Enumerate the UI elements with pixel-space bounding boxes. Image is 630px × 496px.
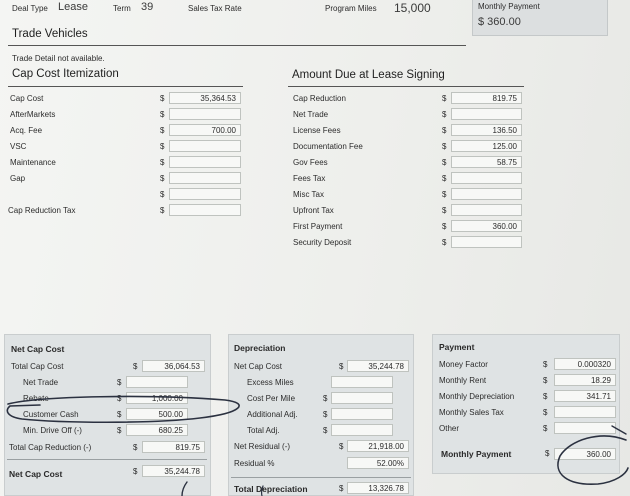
monthly-rent-label: Monthly Rent xyxy=(439,376,487,385)
monthly-sales-tax-label: Monthly Sales Tax xyxy=(439,408,504,417)
dollar-sign: $ xyxy=(442,110,447,119)
first-payment-label: First Payment xyxy=(293,222,343,231)
monthly-payment-summary-box xyxy=(472,0,608,36)
blank-field[interactable] xyxy=(169,188,241,200)
residual-percent-field[interactable]: 52.00% xyxy=(347,457,409,469)
dollar-sign: $ xyxy=(442,142,447,151)
deal-type-value: Lease xyxy=(58,1,88,13)
customer-cash-field[interactable]: 500.00 xyxy=(126,408,188,420)
net-trade-label: Net Trade xyxy=(293,110,329,119)
depreciation-title: Depreciation xyxy=(234,343,286,353)
program-miles-label: Program Miles xyxy=(325,4,377,13)
customer-cash-label: Customer Cash xyxy=(23,410,79,419)
dollar-sign: $ xyxy=(442,222,447,231)
upfront-tax-field[interactable] xyxy=(451,204,522,216)
monthly-depreciation-label: Monthly Depreciation xyxy=(439,392,515,401)
net-trade-field[interactable] xyxy=(126,376,188,388)
gap-label: Gap xyxy=(10,174,26,183)
total-cap-cost-label: Total Cap Cost xyxy=(11,362,64,371)
documentation-fee-label: Documentation Fee xyxy=(293,142,363,151)
total-cap-reduction-label: Total Cap Reduction (-) xyxy=(9,443,92,452)
acq-fee-label: Acq. Fee xyxy=(10,126,43,135)
min-drive-off-field[interactable]: 680.25 xyxy=(126,424,188,436)
acq-fee-field[interactable]: 700.00 xyxy=(169,124,241,136)
dep-net-cap-cost-field[interactable]: 35,244.78 xyxy=(347,360,409,372)
dollar-sign: $ xyxy=(442,174,447,183)
trade-vehicles-rule xyxy=(8,45,466,46)
dollar-sign: $ xyxy=(543,424,548,433)
other-label: Other xyxy=(439,424,460,433)
dollar-sign: $ xyxy=(442,206,447,215)
dollar-sign: $ xyxy=(160,94,165,103)
term-label: Term xyxy=(113,4,131,13)
dollar-sign: $ xyxy=(545,449,550,458)
trade-vehicles-title: Trade Vehicles xyxy=(12,28,88,40)
total-adj-label: Total Adj. xyxy=(247,426,280,435)
dollar-sign: $ xyxy=(543,408,548,417)
security-deposit-label: Security Deposit xyxy=(293,238,352,247)
dollar-sign: $ xyxy=(160,158,165,167)
dollar-sign: $ xyxy=(160,206,165,215)
net-cap-cost-divider xyxy=(7,459,207,460)
sales-tax-rate-label: Sales Tax Rate xyxy=(188,4,242,13)
gap-field[interactable] xyxy=(169,172,241,184)
dollar-sign: $ xyxy=(133,443,138,452)
dollar-sign: $ xyxy=(442,238,447,247)
amount-due-title: Amount Due at Lease Signing xyxy=(292,69,445,81)
documentation-fee-field[interactable]: 125.00 xyxy=(451,140,522,152)
total-adj-field[interactable] xyxy=(331,424,393,436)
dollar-sign: $ xyxy=(339,442,344,451)
vsc-label: VSC xyxy=(10,142,27,151)
net-cap-cost-total-label: Net Cap Cost xyxy=(9,469,63,479)
cap-cost-rule xyxy=(8,86,243,87)
misc-tax-field[interactable] xyxy=(451,188,522,200)
additional-adj-field[interactable] xyxy=(331,408,393,420)
dollar-sign: $ xyxy=(442,126,447,135)
excess-miles-label: Excess Miles xyxy=(247,378,294,387)
aftermarkets-field[interactable] xyxy=(169,108,241,120)
dollar-sign: $ xyxy=(160,142,165,151)
gov-fees-label: Gov Fees xyxy=(293,158,328,167)
money-factor-field[interactable]: 0.000320 xyxy=(554,358,616,370)
cap-cost-itemization-title: Cap Cost Itemization xyxy=(12,68,119,80)
dollar-sign: $ xyxy=(339,362,344,371)
payment-title: Payment xyxy=(439,342,475,352)
dollar-sign: $ xyxy=(543,376,548,385)
amount-due-rule xyxy=(288,86,524,87)
dollar-sign: $ xyxy=(323,394,328,403)
payment-panel xyxy=(432,334,620,474)
dollar-sign: $ xyxy=(160,174,165,183)
dollar-sign: $ xyxy=(543,360,548,369)
depreciation-panel xyxy=(228,334,414,496)
cap-cost-field[interactable]: 35,364.53 xyxy=(169,92,241,104)
maintenance-field[interactable] xyxy=(169,156,241,168)
excess-miles-field[interactable] xyxy=(331,376,393,388)
monthly-payment-field[interactable]: 360.00 xyxy=(554,448,616,460)
net-cap-cost-total-field[interactable]: 35,244.78 xyxy=(142,465,205,477)
cap-reduction-field[interactable]: 819.75 xyxy=(451,92,522,104)
dollar-sign: $ xyxy=(133,362,138,371)
vsc-field[interactable] xyxy=(169,140,241,152)
cap-reduction-label: Cap Reduction xyxy=(293,94,346,103)
cost-per-mile-field[interactable] xyxy=(331,392,393,404)
gov-fees-field[interactable]: 58.75 xyxy=(451,156,522,168)
net-cap-cost-title: Net Cap Cost xyxy=(11,344,65,354)
fees-tax-label: Fees Tax xyxy=(293,174,326,183)
residual-percent-label: Residual % xyxy=(234,459,275,468)
dollar-sign: $ xyxy=(117,426,122,435)
deal-type-label: Deal Type xyxy=(12,4,48,13)
min-drive-off-label: Min. Drive Off (-) xyxy=(23,426,82,435)
dollar-sign: $ xyxy=(543,392,548,401)
monthly-depreciation-field[interactable]: 341.71 xyxy=(554,390,616,402)
monthly-payment-summary-label: Monthly Payment xyxy=(478,2,540,11)
security-deposit-field[interactable] xyxy=(451,236,522,248)
net-cap-cost-panel xyxy=(4,334,211,496)
dollar-sign: $ xyxy=(133,467,138,476)
first-payment-field[interactable]: 360.00 xyxy=(451,220,522,232)
misc-tax-label: Misc Tax xyxy=(293,190,324,199)
license-fees-field[interactable]: 136.50 xyxy=(451,124,522,136)
total-depreciation-field[interactable]: 13,326.78 xyxy=(347,482,409,494)
net-residual-field[interactable]: 21,918.00 xyxy=(347,440,409,452)
dollar-sign: $ xyxy=(160,110,165,119)
maintenance-label: Maintenance xyxy=(10,158,56,167)
cap-cost-row-label: Cap Cost xyxy=(10,94,44,103)
license-fees-label: License Fees xyxy=(293,126,341,135)
cap-reduction-tax-label: Cap Reduction Tax xyxy=(8,206,76,215)
fees-tax-field[interactable] xyxy=(451,172,522,184)
other-field[interactable] xyxy=(554,422,616,434)
dollar-sign: $ xyxy=(323,410,328,419)
dollar-sign: $ xyxy=(323,426,328,435)
money-factor-label: Money Factor xyxy=(439,360,488,369)
net-trade-label: Net Trade xyxy=(23,378,59,387)
depreciation-divider xyxy=(231,477,411,478)
net-trade-field[interactable] xyxy=(451,108,522,120)
rebate-label: Rebate xyxy=(23,394,49,403)
additional-adj-label: Additional Adj. xyxy=(247,410,298,419)
aftermarkets-label: AfterMarkets xyxy=(10,110,56,119)
dollar-sign: $ xyxy=(117,410,122,419)
monthly-payment-label: Monthly Payment xyxy=(441,449,512,459)
net-residual-label: Net Residual (-) xyxy=(234,442,291,451)
term-value: 39 xyxy=(141,1,154,13)
monthly-rent-field[interactable]: 18.29 xyxy=(554,374,616,386)
dollar-sign: $ xyxy=(160,126,165,135)
dollar-sign: $ xyxy=(117,394,122,403)
total-cap-reduction-field[interactable]: 819.75 xyxy=(142,441,205,453)
trade-detail-note: Trade Detail not available. xyxy=(12,54,105,63)
cost-per-mile-label: Cost Per Mile xyxy=(247,394,296,403)
monthly-sales-tax-field[interactable] xyxy=(554,406,616,418)
dep-net-cap-cost-label: Net Cap Cost xyxy=(234,362,283,371)
rebate-field[interactable]: 1,000.00 xyxy=(126,392,188,404)
dollar-sign: $ xyxy=(442,158,447,167)
dollar-sign: $ xyxy=(339,484,344,493)
monthly-payment-summary-value: $ 360.00 xyxy=(478,16,521,28)
total-depreciation-label: Total Depreciation xyxy=(234,484,308,494)
cap-reduction-tax-field[interactable] xyxy=(169,204,241,216)
dollar-sign: $ xyxy=(442,190,447,199)
upfront-tax-label: Upfront Tax xyxy=(293,206,334,215)
total-cap-cost-field[interactable]: 36,064.53 xyxy=(142,360,205,372)
program-miles-value: 15,000 xyxy=(394,1,431,15)
dollar-sign: $ xyxy=(160,190,165,199)
dollar-sign: $ xyxy=(442,94,447,103)
dollar-sign: $ xyxy=(117,378,122,387)
